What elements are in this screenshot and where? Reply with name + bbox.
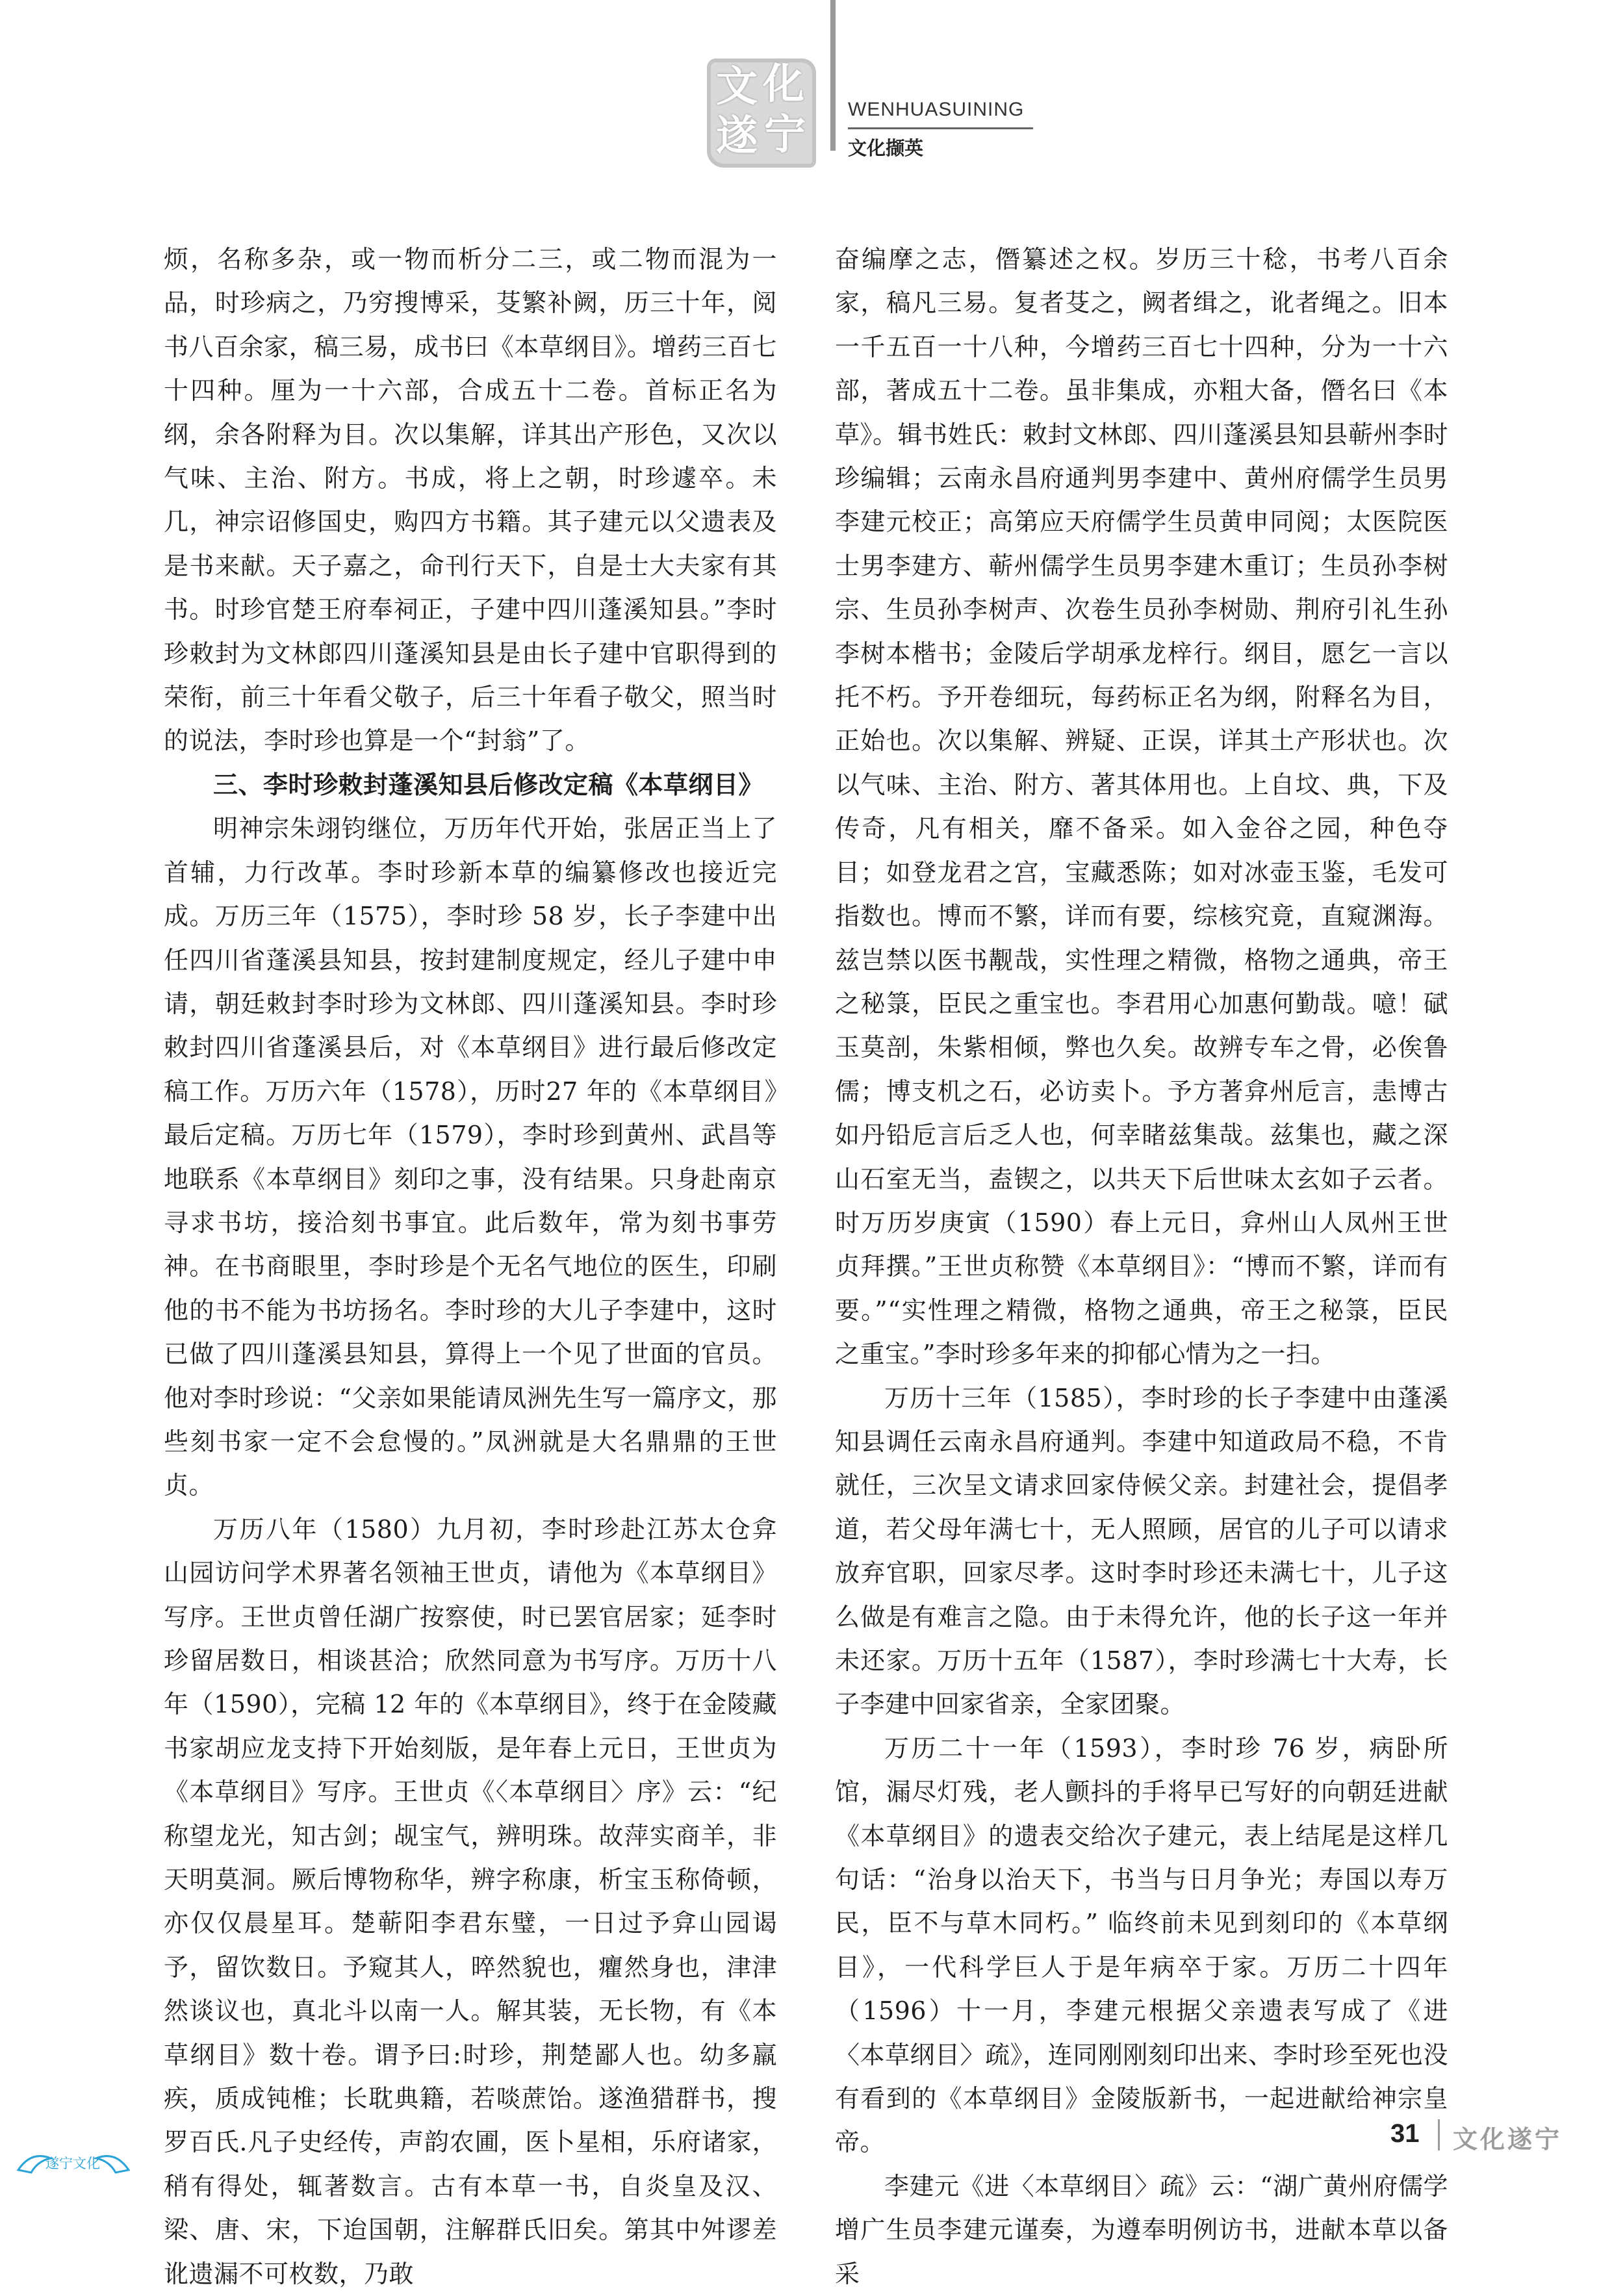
magazine-name-pinyin: WENHUASUINING [848, 99, 1025, 120]
logo-char: 遂 [716, 112, 758, 160]
paragraph: 万历十三年（1585），李时珍的长子李建中由蓬溪知县调任云南永昌府通判。李建中知道政局不稳，不肯就任，三次呈文请求回家侍候父亲。封建社会，提倡孝道，若父母年满七十，无人照顾，居官的儿子可以请求放弃官职，回家尽孝。这时李时珍还未满七十，儿子这么做是有难言之隐。由于未得允许，他的长子这一年并未还家。万历十五年（1587），李时珍满七十大寿，长子李建中回家省亲，全家团聚。 [835, 1383, 1448, 1719]
continued-paragraph: 烦，名称多杂，或一物而析分二三，或二物而混为一品，时珍病之，乃穷搜博采，芟繁补阙，历三十年，阅书八百余家，稿三易，成书曰《本草纲目》。增药三百七十四种。厘为一十六部，合成五十二卷。首标正名为纲，余各附释为目。次以集解，详其出产形色，又次以气味、主治、附方。书成，将上之朝，时珍遽卒。未几，神宗诏修国史，购四方书籍。其子建元以父遗表及是书来献。天子嘉之，命刊行天下，自是士大夫家有其书。时珍官楚王府奉祠正，子建中四川蓬溪知县。”李时珍敕封为文林郎四川蓬溪知县是由长子建中官职得到的荣衔，前三十年看父敬子，后三十年看子敬父，照当时的说法，李时珍也算是一个“封翁”了。 [164, 245, 777, 756]
footer-magazine-name: 文化遂宁 [1453, 2125, 1563, 2154]
logo-char: 文 [716, 63, 758, 111]
paragraph: 万历二十一年（1593），李时珍 76 岁，病卧所馆，漏尽灯残，老人颤抖的手将早已写好的向朝廷进献《本草纲目》的遗表交给次子建元，表上结尾是这样几句话：“治身以治天下，书当与日月争光；寿国以寿万民，臣不与草木同朽。” 临终前未见到刻印的《本草纲目》，一代科学巨人于是年病卒于家。万历二十四年（1596）十一月，李建元根据父亲遗表写成了《进〈本草纲目〉疏》，连同刚刚刻印出来、李时珍至死也没有看到的《本草纲目》金陵版新书，一起进献给神宗皇帝。 [835, 1733, 1448, 2157]
magazine-logo-seal [707, 58, 816, 168]
logo-char: 化 [763, 60, 804, 108]
paragraph: 万历八年（1580）九月初，李时珍赴江苏太仓弇山园访问学术界著名领袖王世贞，请他为《本草纲目》写序。王世贞曾任湖广按察使，时已罢官居家；延李时珍留居数日，相谈甚洽；欣然同意为书写序。万历十八年（1590），完稿 12 年的《本草纲目》，终于在金陵藏书家胡应龙支持下开始刻版，是年春上元日，王世贞为《本草纲目》写序。王世贞《〈本草纲目〉序》云：“纪称望龙光，知古剑；觇宝气，辨明珠。故萍实商羊，非天明莫洞。厥后博物称华，辨字称康，析宝玉称倚顿，亦仅仅晨星耳。楚蕲阳李君东璧，一日过予弇山园谒予，留饮数日。予窥其人，晬然貌也，癯然身也，津津然谈议也，真北斗以南一人。解其装，无长物，有《本草纲目》数十卷。谓予曰:时珍，荆楚鄙人也。幼多羸疾，质成钝椎；长耽典籍，若啖蔗饴。遂渔猎群书，搜罗百氏.凡子史经传，声韵农圃，医卜星相，乐府诸家，稍有得处，辄著数言。古有本草一书，自炎皇及汉、梁、唐、宋，下迨国朝，注解群氏旧矣。第其中舛谬差讹遗漏不可枚数，乃敢 [164, 1514, 777, 2288]
header-divider [830, 0, 836, 151]
watermark-text: 遂宁文化 [45, 2156, 100, 2171]
section-heading: 三、李时珍敕封蓬溪知县后修改定稿《本草纲目》 [213, 770, 764, 799]
paragraph: 李建元《进〈本草纲目〉疏》云：“湖广黄州府儒学增广生员李建元谨奏，为遵奉明例访书，进献本草以备采 [835, 2171, 1448, 2288]
page-number: 31 [1390, 2119, 1420, 2148]
paragraph: 明神宗朱翊钧继位，万历年代开始，张居正当上了首辅，力行改革。李时珍新本草的编纂修改也接近完成。万历三年（1575），李时珍 58 岁，长子李建中出任四川省蓬溪县知县，按封建制度规定，经儿子建中申请，朝廷敕封李时珍为文林郎、四川蓬溪知县。李时珍敕封四川省蓬溪县后，对《本草纲目》进行最后修改定稿工作。万历六年（1578），历时27 年的《本草纲目》最后定稿。万历七年（1579），李时珍到黄州、武昌等地联系《本草纲目》刻印之事，没有结果。只身赴南京寻求书坊，接洽刻书事宜。此后数年，常为刻书事劳神。在书商眼里，李时珍是个无名气地位的医生，印刷他的书不能为书坊扬名。李时珍的大儿子李建中，这时已做了四川蓬溪县知县，算得上一个见了世面的官员。他对李时珍说：“父亲如果能请凤洲先生写一篇序文，那些刻书家一定不会怠慢的。”凤洲就是大名鼎鼎的王世贞。 [164, 814, 777, 1500]
footer-divider [1438, 2119, 1440, 2150]
left-text-column [164, 238, 777, 2288]
header-underline [848, 127, 1033, 129]
section-title: 文化撷英 [848, 137, 924, 159]
continued-paragraph: 奋编摩之志，僭纂述之权。岁历三十稔，书考八百余家，稿凡三易。复者芟之，阙者缉之，讹者绳之。旧本一千五百一十八种，今增药三百七十四种，分为一十六部，著成五十二卷。虽非集成，亦粗大备，僭名曰《本草》。辑书姓氏：敕封文林郎、四川蓬溪县知县蕲州李时珍编辑；云南永昌府通判男李建中、黄州府儒学生员男李建元校正；高第应天府儒学生员黄申同阅；太医院医士男李建方、蕲州儒学生员男李建木重订；生员孙李树宗、生员孙李树声、次卷生员孙李树勋、荆府引礼生孙李树本楷书；金陵后学胡承龙梓行。纲目，愿乞一言以托不朽。予开卷细玩，每药标正名为纲，附释名为目，正始也。次以集解、辨疑、正误，详其土产形状也。次以气味、主治、附方、著其体用也。上自坟、典，下及传奇，凡有相关，靡不备采。如入金谷之园，种色夺目；如登龙君之宫，宝藏悉陈；如对冰壶玉鉴，毛发可指数也。博而不繁，详而有要，综核究竟，直窥渊海。兹岂禁以医书觏哉，实性理之精微，格物之通典，帝王之秘箓，臣民之重宝也。李君用心加惠何勤哉。噫！碔玉莫剖，朱紫相倾，弊也久矣。故辨专车之骨，必俟鲁儒；博支机之石，必访卖卜。予方著弇州卮言，恚博古如丹铅卮言后乏人也，何幸睹兹集哉。兹集也，藏之深山石室无当，盍锲之，以共天下后世味太玄如子云者。时万历岁庚寅（1590）春上元日，弇州山人凤州王世贞拜撰。”王世贞称赞《本草纲目》：“博而不繁，详而有要。”“实性理之精微，格物之通典，帝王之秘箓，臣民之重宝。”李时珍多年来的抑郁心情为之一扫。 [835, 245, 1448, 1369]
logo-char: 宁 [764, 111, 806, 159]
